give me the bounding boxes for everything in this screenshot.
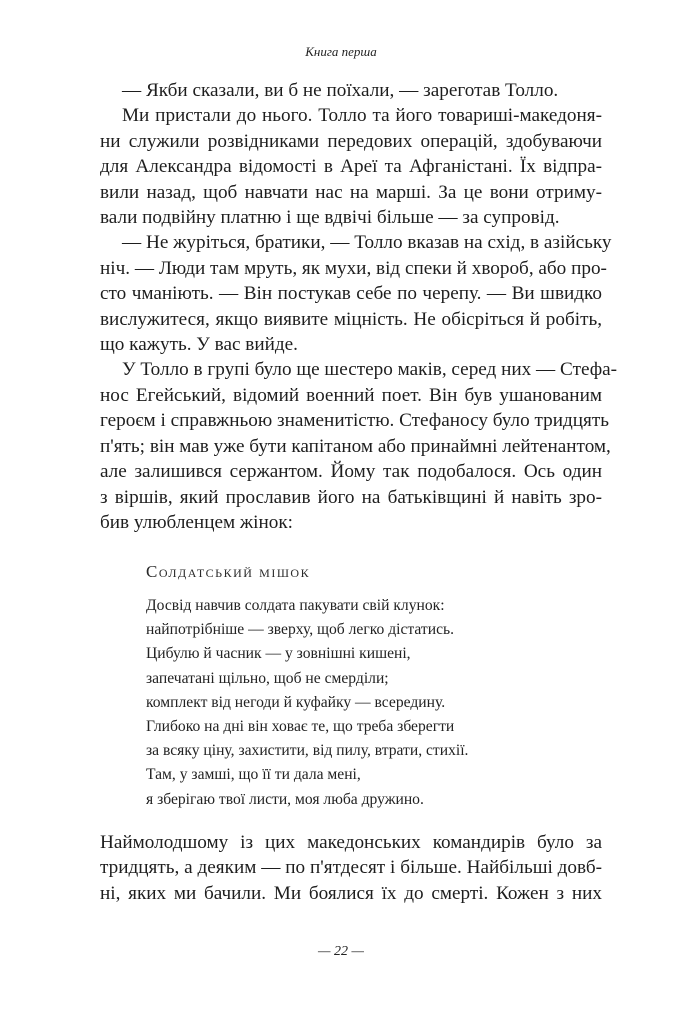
poem-stanza [146, 594, 468, 812]
body-text-before-poem [100, 78, 618, 535]
poem-line: я зберігаю твої листи, моя люба дружино. [146, 790, 424, 808]
poem-line: Цибулю й часник — у зовнішні кишені, [146, 645, 411, 663]
text-line: Ми пристали до нього. Толло та його товариші-македоня- [122, 105, 602, 127]
text-line: — Не журіться, братики, — Толло вказав на схід, в азійську [122, 232, 612, 254]
text-line: нос Егейський, відомий военний поет. Він був ушанованим [100, 384, 602, 406]
text-line: У Толло в групі було ще шестеро маків, серед них — Стефа- [122, 359, 618, 381]
text-line: ні, яких ми бачили. Ми боялися їх до смерті. Кожен з них [100, 882, 602, 904]
poem-line: за всяку ціну, захистити, від пилу, втрати, стихії. [146, 742, 469, 760]
poem-line: Глибоко на дні він ховає те, що треба зберегти [146, 718, 455, 736]
text-line: героєм і справжньою знаменитістю. Стефаносу було тридцять [100, 410, 609, 432]
text-line: бив улюбленцем жінок: [100, 511, 294, 533]
text-line: ніч. — Люди там мруть, як мухи, від спеки й хвороб, або про- [100, 257, 607, 279]
text-line: з віршів, який прославив його на батьківщині й навіть зро- [100, 486, 602, 508]
page-number: — 22 — [318, 944, 364, 959]
poem-title: Солдатський мішок [146, 562, 311, 581]
paragraph [100, 830, 602, 906]
text-line: вислужитеся, якщо виявите міцність. Не обісріться й робіть, [100, 308, 602, 330]
poem-line: Досвід навчив солдата пакувати свій клунок: [146, 597, 445, 614]
text-line: Наймолодшому із цих македонських командирів було за [100, 832, 602, 853]
text-line: ни служили розвідниками передових операцій, здобуваючи [100, 130, 602, 152]
poem-line: Там, у замші, що її ти дала мені, [146, 766, 361, 784]
text-line: але залишився сержантом. Йому так подобалося. Ось один [100, 461, 602, 483]
text-line: п'ять; він мав уже бути капітаном або принаймні лейтенантом, [100, 435, 611, 457]
paragraph [100, 103, 602, 230]
poem-line: комплект від негоди й куфайку — всередину. [146, 693, 446, 711]
text-line: сто чманіють. — Він постукав себе по черепу. — Ви швидко [100, 283, 602, 305]
poem-line: найпотрібніше — зверху, щоб легко дістатись. [146, 621, 455, 639]
paragraph [100, 357, 618, 535]
paragraph [100, 78, 602, 103]
running-head: Книга перша [305, 44, 377, 59]
text-line: вили назад, щоб навчати нас на марші. За це вони отриму- [100, 181, 602, 203]
poem-line: запечатані щільно, щоб не смерділи; [146, 669, 389, 687]
text-line: вали подвійну платню і ще вдвічі більше — за супровід. [100, 207, 560, 229]
paragraph [100, 230, 612, 357]
text-line: для Александра відомості в Ареї та Афганістані. Їх відпра- [100, 156, 602, 178]
body-text-after-poem [100, 830, 602, 906]
text-line: тридцять, а деяким — по п'ятдесят і більше. Найбільші довб- [100, 857, 602, 879]
text-line: — Якби сказали, ви б не поїхали, — зареготав Толло. [122, 80, 559, 101]
text-line: що кажуть. У вас вийде. [100, 334, 298, 356]
